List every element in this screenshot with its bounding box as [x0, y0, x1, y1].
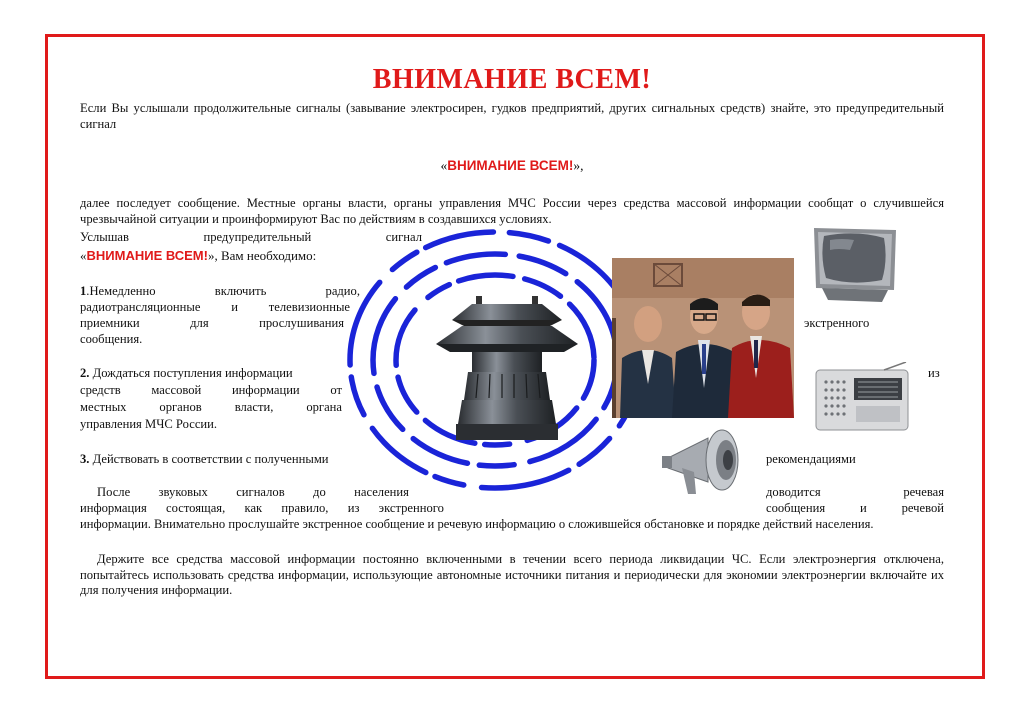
- step2-line1-right: из: [928, 366, 940, 380]
- signal-heading: «ВНИМАНИЕ ВСЕМ!»,: [440, 158, 584, 173]
- radio-icon: [814, 362, 910, 432]
- step2-line1: 2. Дождаться поступления информации: [80, 366, 293, 380]
- tv-icon: [812, 226, 898, 304]
- poster-title: ВНИМАНИЕ ВСЕМ!: [372, 64, 652, 95]
- intro-paragraph: Если Вы услышали продолжительные сигналы (завывание электросирен, гудков предприятий, других сигнальных средств) знайте, это предупредительный сигнал: [80, 101, 944, 131]
- people-listening-illustration: [612, 258, 794, 418]
- step2-line4: управления МЧС России.: [80, 417, 218, 431]
- heard-line: Услышав предупредительный сигнал: [80, 230, 422, 244]
- keep-on-paragraph: Держите все средства массовой информации постоянно включенными в течении всего периода ликвидации ЧС. Если электроэнергия отключена, попытайтесь использовать средства информации, использующие автономные источники питания и периодически для экономии электроэнергии включайте их для получения информации.: [80, 552, 944, 597]
- step2-line2: средств массовой информации от: [80, 383, 342, 397]
- step1-line3-right: экстренного: [804, 316, 870, 330]
- step1-line2: радиотрансляционные и телевизионные: [80, 300, 350, 314]
- after-line2: информация состоящая, как правило, из экстренного: [80, 501, 444, 515]
- step3-left: 3. Действовать в соответствии с полученными: [80, 452, 329, 466]
- step1-line3: приемники для прослушивания: [80, 316, 344, 330]
- siren-icon: [432, 296, 582, 444]
- followup-paragraph: далее последует сообщение. Местные органы власти, органы управления МЧС России через средства массовой информации сообщат о случившейся чрезвычайной ситуации и проинформируют Вас по действиям в создавшихся условиях.: [80, 196, 944, 226]
- step1-line4: сообщения.: [80, 332, 143, 346]
- after-rest: информации. Внимательно прослушайте экстренное сообщение и речевую информацию о сложившейся обстановке и порядке действий населения.: [80, 517, 874, 531]
- step2-line3: местных органов власти, органа: [80, 400, 342, 414]
- after-line1-right: доводится речевая: [766, 485, 944, 499]
- heard-signal-line: «ВНИМАНИЕ ВСЕМ!», Вам необходимо:: [80, 248, 317, 263]
- step1-line1: 1.Немедленно включить радио,: [80, 284, 360, 298]
- signal-name: ВНИМАНИЕ ВСЕМ!: [447, 158, 574, 173]
- megaphone-icon: [660, 424, 752, 500]
- step3-right: рекомендациями: [766, 452, 856, 466]
- after-line2-right: сообщения и речевой: [766, 501, 944, 515]
- heard-signal-name: ВНИМАНИЕ ВСЕМ!: [86, 248, 208, 263]
- after-line1: После звуковых сигналов до населения: [97, 485, 409, 499]
